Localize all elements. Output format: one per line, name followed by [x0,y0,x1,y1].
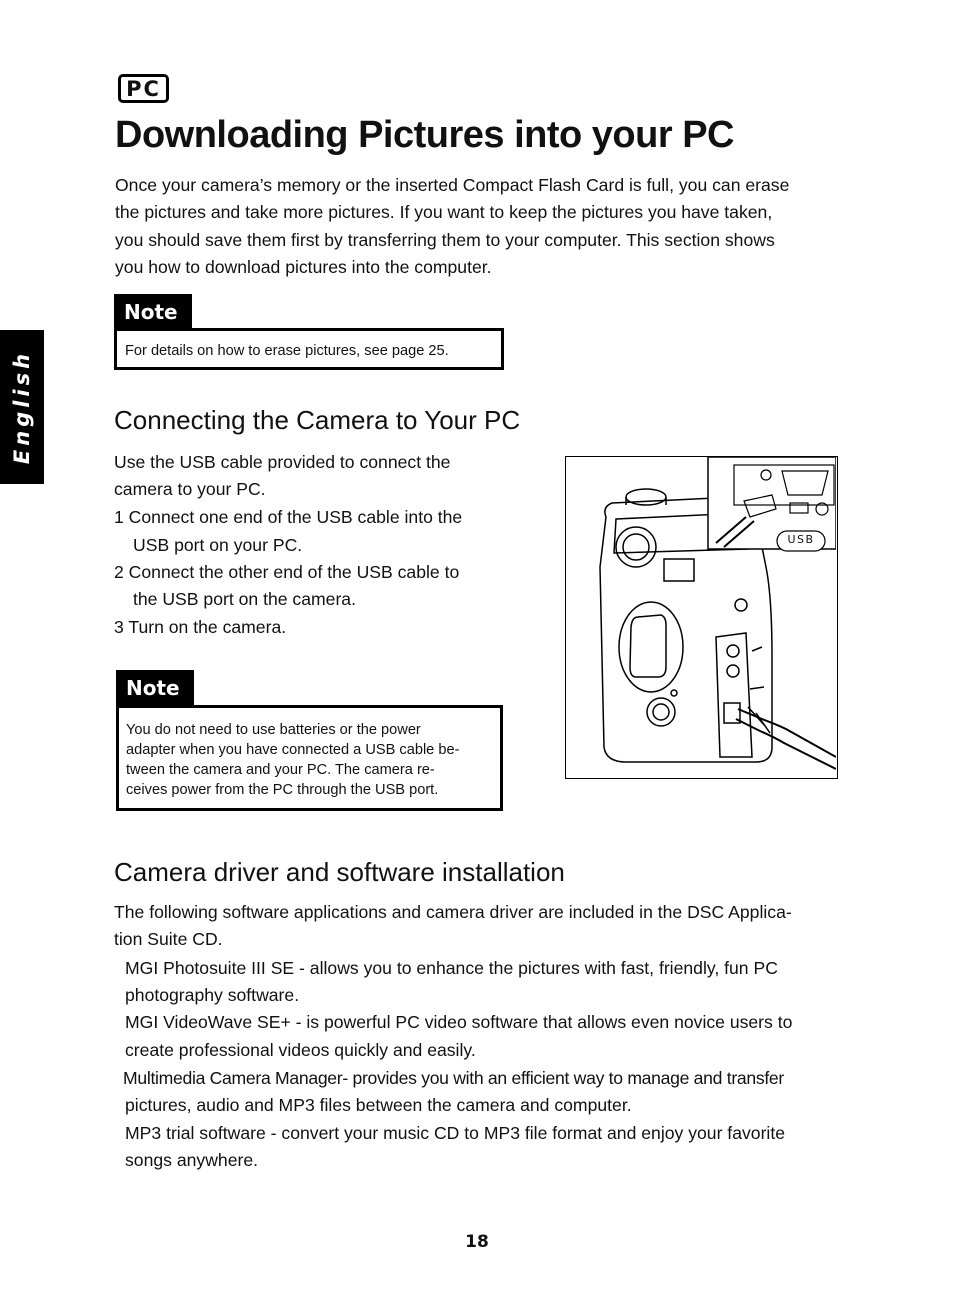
usb-label: USB [787,533,815,546]
note-text: For details on how to erase pictures, see page 25. [125,343,449,359]
note-line: ceives power from the PC through the USB port. [126,782,439,798]
instruction-line: USB port on your PC. [133,535,303,555]
list-item-line: songs anywhere. [125,1150,259,1170]
page-number: 18 [465,1232,489,1252]
list-item-line: create professional videos quickly and easily. [125,1040,476,1060]
instruction-step: 2 Connect the other end of the USB cable to [114,562,460,582]
instruction-step: 1 Connect one end of the USB cable into the [114,507,463,527]
page-title: Downloading Pictures into your PC [115,114,734,156]
note-line: adapter when you have connected a USB cable be- [126,742,460,758]
note-box [116,705,503,811]
instruction-line: camera to your PC. [114,479,266,499]
list-item-line: photography software. [125,985,300,1005]
note-line: tween the camera and your PC. The camera re- [126,762,435,778]
intro-line: the pictures and take more pictures. If you want to keep the pictures you have taken, [115,202,773,222]
section-heading-connecting: Connecting the Camera to Your PC [114,405,521,435]
note-label: Note [114,294,192,329]
list-item-line: MP3 trial software - convert your music CD to MP3 file format and enjoy your favorite [125,1123,786,1143]
intro-line: Once your camera’s memory or the inserted Compact Flash Card is full, you can erase [115,175,790,195]
language-label: English [10,349,34,465]
list-item-line: MGI VideoWave SE+ - is powerful PC video software that allows even novice users to [125,1012,793,1032]
language-side-tab [0,330,44,484]
list-item-line: MGI Photosuite III SE - allows you to enhance the pictures with fast, friendly, fun PC [125,958,778,978]
instruction-line: Use the USB cable provided to connect the [114,452,451,472]
note-line: You do not need to use batteries or the power [126,722,421,738]
pc-icon: PC [118,74,169,103]
intro-line: you how to download pictures into the computer. [115,257,492,277]
intro-line: you should save them first by transferring them to your computer. This section shows [115,230,775,250]
list-item-line: Multimedia Camera Manager- provides you with an efficient way to manage and transfer [123,1068,784,1088]
list-item-line: pictures, audio and MP3 files between the camera and computer. [125,1095,632,1115]
software-intro-line: The following software applications and camera driver are included in the DSC Applica- [114,902,792,922]
note-box [114,328,504,370]
camera-usb-drawing [566,457,836,777]
instruction-line: the USB port on the camera. [133,589,356,609]
instruction-step: 3 Turn on the camera. [114,617,287,637]
note-label: Note [116,670,194,706]
software-intro-line: tion Suite CD. [114,929,223,949]
camera-usb-illustration [565,456,838,779]
section-heading-software: Camera driver and software installation [114,857,565,887]
